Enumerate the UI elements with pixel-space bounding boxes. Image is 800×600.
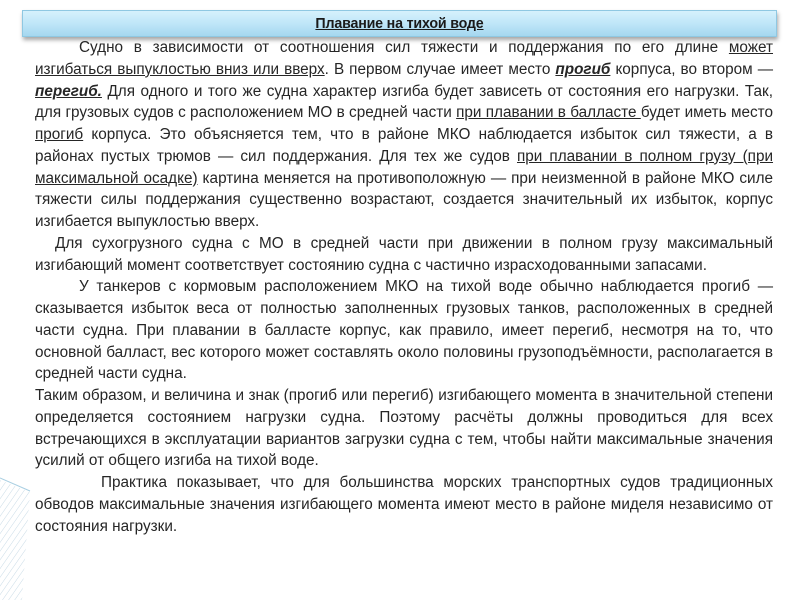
paragraph-dry-cargo: Для сухогрузного судна с МО в средней части при движении в полном грузу максимальный изгибающий момент соответствует состоянию судна с частично израсходованными запасами. [35, 234, 773, 274]
underlined-phrase: может изгибаться выпуклостью вниз или вверх [35, 39, 773, 78]
term-sagging: прогиб [555, 60, 611, 78]
slide-body [35, 37, 773, 537]
text-segment: . В первом случае имеет место [324, 60, 556, 78]
underlined-phrase: при плавании в полном грузу (при максимальной осадке) [35, 147, 774, 187]
paragraph-conclusion: Таким образом, и величина и знак (прогиб или перегиб) изгибающего момента в значительной степени определяется состоянием нагрузки судна. Поэтому расчёты должны проводиться для всех встречающихся в эксплуатации вариантов загрузки судна с тем, чтобы найти максимальные значения усилий от общего изгиба на тихой воде. [35, 387, 773, 470]
text-segment: Для одного и того же судна характер изгиба будет зависеть от состояния его нагрузки. Так, для грузовых судов с расположением МО в средней части [35, 82, 773, 122]
slide-title: Плавание на тихой воде [315, 15, 484, 32]
decorative-hatched-shape [0, 420, 40, 600]
text-segment: корпуса, во втором — [610, 60, 774, 78]
paragraph-bending-types [35, 37, 773, 233]
text-segment: будет иметь место [640, 104, 773, 122]
paragraph-practice: Практика показывает, что для большинства морских транспортных судов традиционных обводов максимальные значения изгибающего момента имеют место в районе миделя независимо от состояния нагрузки. [35, 474, 773, 535]
text-segment: картина меняется на противоположную — при неизменной в районе МКО силе тяжести силы поддержания существенно возрастают, создается значительный их избыток, корпус изгибается выпуклостью вверх. [35, 169, 773, 230]
slide-title-bar [22, 10, 777, 37]
underlined-phrase: при плавании в балласте [456, 104, 641, 122]
paragraph-tankers: У танкеров с кормовым расположением МКО на тихой воде обычно наблюдается прогиб — сказывается избыток веса от полностью заполненных грузовых танков, расположенных в средней части судна. При плавании в балласте корпус, как правило, имеет перегиб, несмотря на то, что основной балласт, вес которого может составлять около половины грузоподъёмности, располагается в средней части судна. [35, 278, 773, 383]
text-segment: корпуса. Это объясняется тем, что в районе МКО наблюдается избыток сил тяжести, а в районах пустых трюмов — сил поддержания. Для тех же судов [35, 126, 773, 165]
text-segment: Судно в зависимости от соотношения сил тяжести и поддержания по его длине [79, 39, 729, 56]
term-hogging: перегиб. [35, 82, 102, 100]
underlined-term: прогиб [35, 126, 84, 143]
